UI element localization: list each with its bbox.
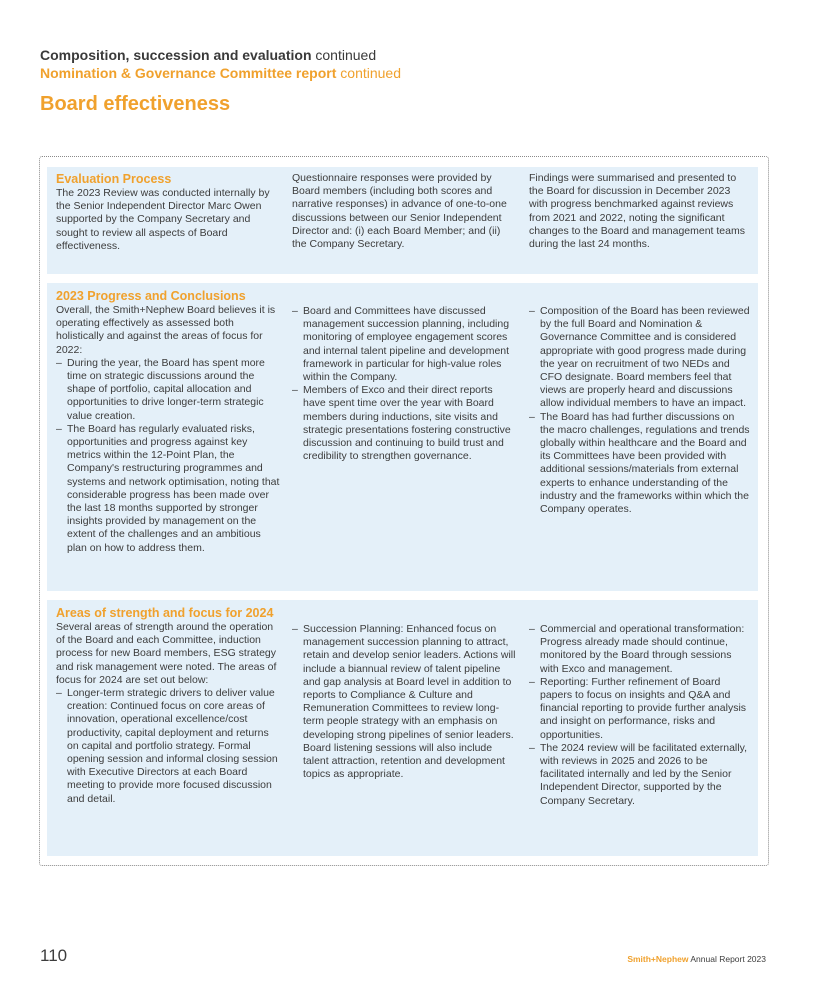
- list-item: – Reporting: Further refinement of Board papers to focus on insights and Q&A and financial reporting to provide further analysis and insight on performance, risks and opportunities.: [529, 676, 751, 742]
- evaluation-text-1: The 2023 Review was conducted internally by the Senior Independent Director Marc Owen supported by the Company Secretary and sought to review all aspects of Board effectiveness.: [56, 187, 270, 252]
- focus-title: Areas of strength and focus for 2024: [56, 606, 274, 620]
- report-name: Nomination & Governance Committee report: [40, 65, 337, 81]
- page-title: Board effectiveness: [40, 93, 231, 115]
- progress-intro: Overall, the Smith+Nephew Board believes it is operating effectively as assessed both holistically and against the areas of focus for 2022:: [56, 304, 276, 356]
- section-name: Composition, succession and evaluation: [40, 47, 312, 63]
- progress-col-1: [56, 289, 281, 555]
- progress-panel: [47, 283, 758, 591]
- evaluation-col-2: [292, 172, 517, 251]
- list-item: – Succession Planning: Enhanced focus on management succession planning to attract, retain and develop senior leaders. Actions will include a biannual review of talent pipeline and gap analysis at Board level in addition to reports to Compliance & Culture and Remuneration Committees to review long-term people strategy with an emphasis on developing strong pipelines of senior leaders. Board listening sessions will also include talent attraction, retention and development topics as appropriate.: [292, 623, 517, 781]
- evaluation-title: Evaluation Process: [56, 172, 172, 186]
- focus-panel: [47, 600, 758, 856]
- list-item: – Longer-term strategic drivers to deliver value creation: Continued focus on core areas of innovation, operational excellence/cost productivity, capital deployment and returns on capital and portfolio strategy. Formal opening session and informal closing session with Executive Directors at each Board meeting to provide more focused discussion and detail.: [56, 687, 281, 806]
- report-name-footer: Annual Report 2023: [688, 954, 766, 964]
- section-heading: [40, 46, 401, 64]
- focus-col-3: [529, 623, 751, 808]
- page-header: [40, 46, 401, 82]
- list-item: – The Board has regularly evaluated risks, opportunities and progress against key metrics within the 12-Point Plan, the Company's restructuring programmes and systems and network optimisation, noting that considerable progress has been made over the last 18 months supported by stronger insights provided by management on the extent of the challenges and an ambitious plan on how to address them.: [56, 423, 281, 555]
- page-number: 110: [40, 946, 68, 965]
- evaluation-col-1: [56, 172, 281, 253]
- report-continued: continued: [336, 65, 401, 81]
- progress-title: 2023 Progress and Conclusions: [56, 289, 246, 303]
- footer-report-label: [627, 954, 766, 964]
- focus-col-2: [292, 623, 517, 781]
- focus-intro: Several areas of strength around the operation of the Board and each Committee, induction process for new Board members, ESG strategy and risk management were noted. The areas of focus for 2024 are set out below:: [56, 621, 277, 686]
- evaluation-col-3: [529, 172, 751, 251]
- list-item: – Commercial and operational transformation: Progress already made should continue, monitored by the Board through sessions with Exco and management.: [529, 623, 751, 676]
- progress-col-3: [529, 305, 751, 516]
- focus-col-1: [56, 606, 281, 806]
- evaluation-text-3: Findings were summarised and presented to the Board for discussion in December 2023 with progress benchmarked against reviews from 2021 and 2022, noting the significant changes to the Board and management teams during the last 24 months.: [529, 172, 745, 251]
- evaluation-text-2: Questionnaire responses were provided by Board members (including both scores and narrative responses) in advance of one-to-one discussions between our Senior Independent Director and: (i) each Board Member; and (ii) the Company Secretary.: [292, 172, 507, 251]
- report-heading: [40, 64, 401, 82]
- section-continued: continued: [311, 47, 377, 63]
- list-item: – Board and Committees have discussed management succession planning, including monitoring of employee engagement scores and internal talent pipeline and development framework in particular for high-value roles within the Company.: [292, 305, 517, 384]
- brand-name: Smith+Nephew: [627, 954, 689, 964]
- list-item: – The 2024 review will be facilitated externally, with reviews in 2025 and 2026 to be facilitated internally and led by the Senior Independent Director, supported by the Company Secretary.: [529, 742, 751, 808]
- list-item: – Composition of the Board has been reviewed by the full Board and Nomination & Governance Committee and is considered appropriate with good progress made during the year on recruitment of two NEDs and CFO designate. Board members feel that views are properly heard and discussions allow individual members to have an impact.: [529, 305, 751, 411]
- progress-col-2: [292, 305, 517, 463]
- list-item: – During the year, the Board has spent more time on strategic discussions around the shape of portfolio, capital allocation and opportunities to drive longer-term strategic value creation.: [56, 357, 281, 423]
- list-item: – Members of Exco and their direct reports have spent time over the year with Board members during inductions, site visits and strategic presentations fostering constructive discussion and continuing to build trust and credibility to strengthen governance.: [292, 384, 517, 463]
- evaluation-process-panel: [47, 167, 758, 274]
- list-item: – The Board has had further discussions on the macro challenges, regulations and trends globally within healthcare and the Board and its Committees have been provided with additional sessions/materials from external experts to enhance understanding of the industry and the frameworks within which the Company operates.: [529, 411, 751, 517]
